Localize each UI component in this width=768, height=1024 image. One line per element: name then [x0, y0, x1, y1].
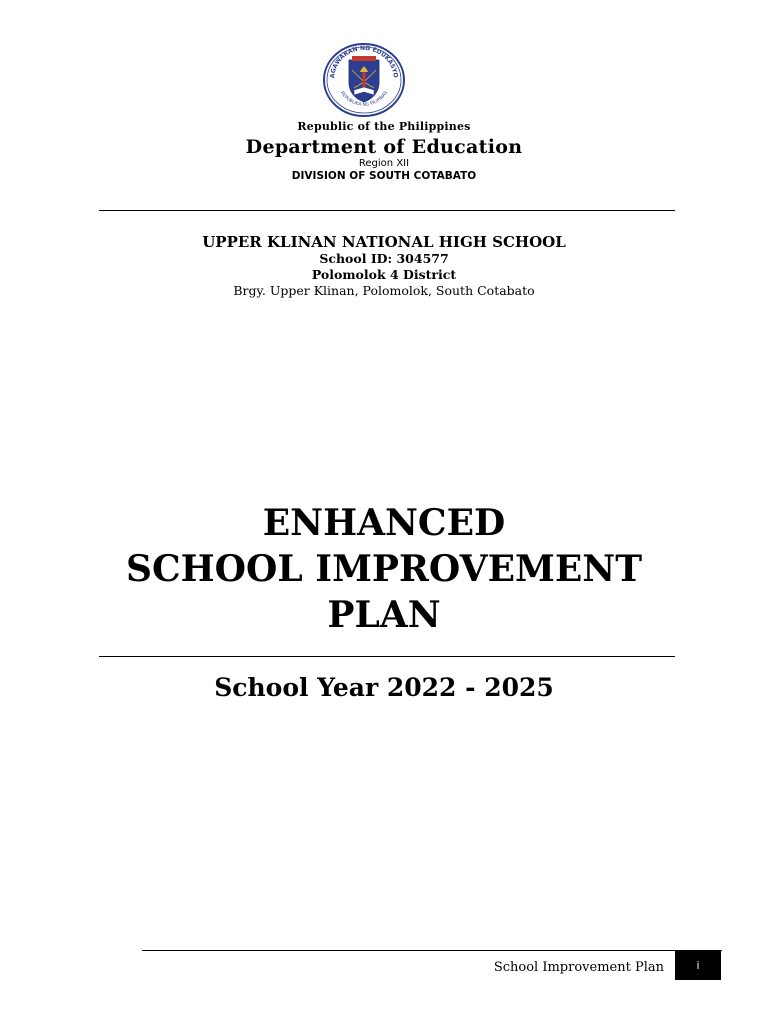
page-number: i: [675, 950, 721, 980]
department-name: Department of Education: [245, 136, 523, 158]
footer-divider: [142, 950, 722, 951]
footer-label: School Improvement Plan: [493, 960, 664, 975]
title-line-2: SCHOOL IMPROVEMENT: [126, 548, 642, 590]
region-text: Region XII: [358, 158, 410, 169]
svg-text:REPUBLIKA NG PILIPINAS: REPUBLIKA NG PILIPINAS: [339, 90, 389, 108]
header-divider: [99, 210, 675, 211]
school-address: Brgy. Upper Klinan, Polomolok, South Cotabato: [233, 283, 535, 298]
division-text: DIVISION OF SOUTH COTABATO: [291, 170, 477, 182]
deped-seal-icon: [322, 42, 406, 118]
document-title: [0, 500, 768, 638]
school-year: School Year 2022 - 2025: [214, 673, 554, 702]
title-divider: [99, 656, 675, 657]
title-line-3: PLAN: [327, 594, 441, 636]
republic-text: Republic of the Philippines: [297, 120, 471, 133]
school-district: Polomolok 4 District: [311, 267, 457, 282]
school-id: School ID: 304577: [319, 251, 449, 266]
svg-text:KAGAWARAN NG EDUKASYON: AGAWARAN NG EDUKASYO: [329, 44, 399, 79]
school-name: UPPER KLINAN NATIONAL HIGH SCHOOL: [202, 233, 566, 251]
title-line-1: ENHANCED: [262, 502, 506, 544]
